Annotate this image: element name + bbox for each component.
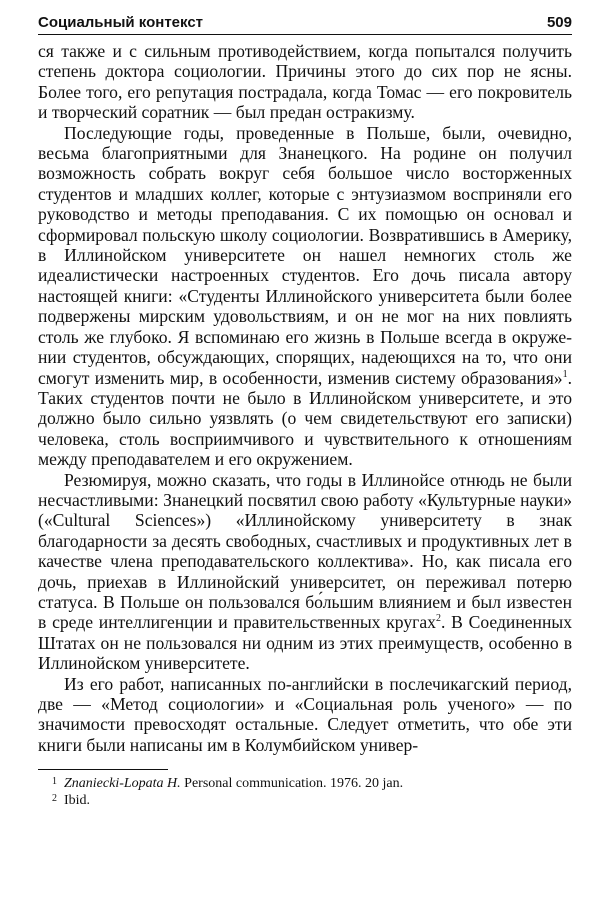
running-head <box>38 14 572 35</box>
paragraph-later-works: Из его работ, написанных по-английски в послечикагский период, две — «Метод социологии» и «Социальная роль ученого» — по значимости превосходят остальные. Следует отметить, что обе эти книги были написаны им в Колумбийском универ- <box>38 673 572 755</box>
footnote-mark: 2 <box>52 793 57 805</box>
footnote-author: Znaniecki-Lopata H. <box>64 776 181 792</box>
footnote-text: Personal communication. 1976. 20 jan. <box>180 776 404 792</box>
footnote-mark: 1 <box>52 776 57 788</box>
book-page <box>38 14 572 809</box>
footnote <box>38 792 572 809</box>
body-text <box>38 41 572 755</box>
paragraph-poland-years: Последующие годы, проведенные в Польше, были, очевидно, весьма благоприятными для Знанецкого. На родине он получил возможность собрать вокруг себя большое число восторженных студентов и младших коллег, которые с энтузиазмом восприняли его руководство и методы преподавания. С их помощью он основал и сформировал польскую школу социологии. Возвратившись в Америку, в Иллинойском университете он нашел немногих столь же идеалистически настроенных студентов. Его дочь писала автору настоящей книги: «Студенты Иллинойского университета были более подвержены мирским удовольствиям, и он не мог на них повлиять столь же глубоко. Я вспоминаю его жизнь в Польше всегда в окружении студентов, обсуждающих, спорящих, надеющихся на то, что они смогут изменить мир, в особенности, изменив систему образования»$^1$. Таких студентов почти не было в Иллинойском университете, и это должно было сильно уязвлять (о чем свидетельствуют его записки) человека, столь восприимчивого и чувствительного к отношениям между преподавателем и его окружением. <box>38 122 572 470</box>
paragraph-continued: ся также и с сильным противодействием, когда попытался получить степень доктора социологии. Причины этого до сих пор не ясны. Более того, его репутация пострадала, когда Томас — его покровитель и творческий соратник — был предан остракизму. <box>38 41 572 123</box>
footnote <box>38 775 572 792</box>
chapter-title: Социальный контекст <box>38 14 204 31</box>
footnote-ref: 2 <box>435 613 441 625</box>
footnotes <box>38 769 572 809</box>
paragraph-illinois-summary: Резюмируя, можно сказать, что годы в Иллинойсе отнюдь не были несчастливыми: Знанецкий посвятил свою работу «Культурные науки» («Cultural Sciences») «Иллинойскому университету в знак благодарности за десять свободных, счастливых и продуктивных лет в качестве члена преподавательского коллектива». Но, как писала его дочь, приехав в Иллинойский университет, он переживал потерю статуса. В Польше он пользовался бо́льшим влиянием и был известен в среде интеллигенции и правительственных кругах$^2$. В Соединенных Штатах он не пользовался ни одним из этих преимуществ, особенно в Иллинойском университете. <box>38 469 573 674</box>
footnote-ref: 1 <box>562 368 568 380</box>
footnote-text: Ibid. <box>64 793 91 809</box>
page-number: 509 <box>546 14 572 31</box>
